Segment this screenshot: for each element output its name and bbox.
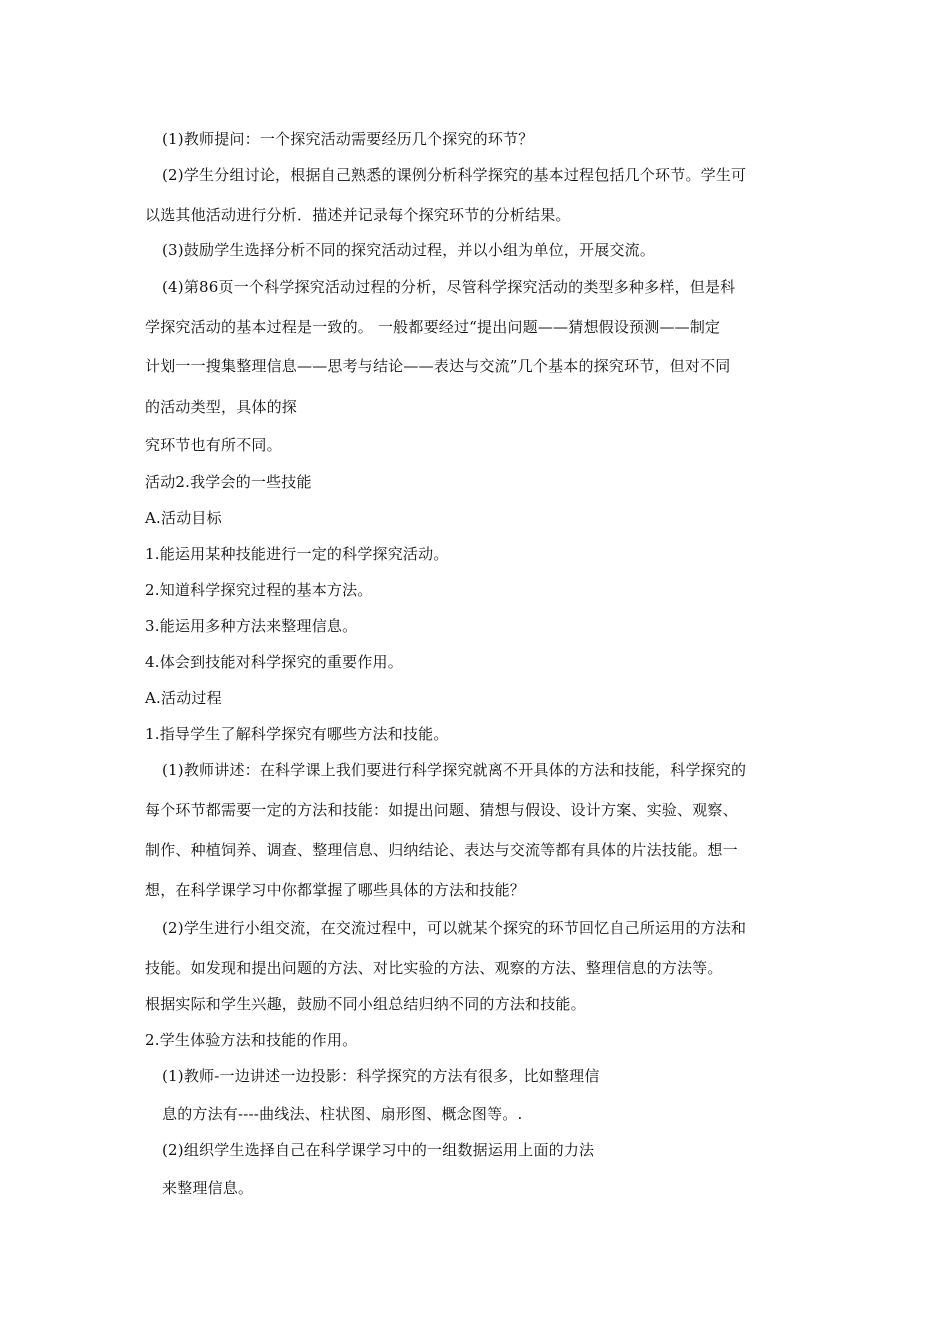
paragraph-line: (1)教师讲述：在科学课上我们要进行科学探究就离不开具体的方法和技能，科学探究的 bbox=[162, 761, 747, 779]
list-item: 1.指导学生了解科学探究有哪些方法和技能。 bbox=[145, 725, 449, 743]
paragraph-line: (2)学生分组讨论，根据自己熟悉的课例分析科学探究的基本过程包括几个环节。学生可 bbox=[162, 166, 747, 184]
section-heading: 活动2.我学会的一些技能 bbox=[145, 473, 312, 491]
list-item: 4.体会到技能对科学探究的重要作用。 bbox=[145, 653, 403, 671]
paragraph-line: (2)组织学生选择自己在科学课学习中的一组数据运用上面的力法 bbox=[162, 1141, 595, 1159]
list-item: 2.学生体验方法和技能的作用。 bbox=[145, 1031, 358, 1049]
paragraph-line: 来整理信息。 bbox=[162, 1179, 254, 1197]
list-item: 2.知道科学探究过程的基本方法。 bbox=[145, 581, 373, 599]
paragraph-line: 以选其他活动进行分析．描述并记录每个探究环节的分析结果。 bbox=[145, 206, 571, 224]
paragraph-line: 制作、种植饲养、调查、整理信息、归纳结论、表达与交流等都有具体的片法技能。想一 bbox=[145, 841, 738, 859]
paragraph-line: (1)教师提问：一个探究活动需要经历几个探究的环节？ bbox=[162, 130, 534, 148]
paragraph-line: 的活动类型，具体的探 bbox=[145, 398, 298, 416]
paragraph-line: (2)学生进行小组交流，在交流过程中，可以就某个探究的环节回忆自己所运用的方法和 bbox=[162, 919, 747, 937]
list-item: 3.能运用多种方法来整理信息。 bbox=[145, 617, 358, 635]
paragraph-line: 学探究活动的基本过程是一致的。 一般都要经过“提出问题——猜想假设预测——制定 bbox=[145, 318, 721, 336]
paragraph-line: 每个环节都需要一定的方法和技能：如提出问题、猜想与假设、设计方案、实验、观察、 bbox=[145, 801, 738, 819]
paragraph-line: (3)鼓励学生选择分析不同的探究活动过程，并以小组为单位，开展交流。 bbox=[162, 241, 656, 259]
paragraph-line: 究环节也有所不同。 bbox=[145, 436, 282, 454]
paragraph-line: (1)教师-一边讲述一边投影：科学探究的方法有很多，比如整理信 bbox=[162, 1067, 600, 1085]
paragraph-line: 技能。如发现和提出问题的方法、对比实验的方法、观察的方法、整理信息的方法等。 bbox=[145, 959, 723, 977]
subsection-heading: A.活动目标 bbox=[145, 509, 222, 527]
paragraph-line: 计划一一搜集整理信息——思考与结论——表达与交流”几个基本的探究环节，但对不同 bbox=[145, 357, 731, 375]
list-item: 1.能运用某种技能进行一定的科学探究活动。 bbox=[145, 545, 449, 563]
paragraph-line: 想，在科学课学习中你都掌握了哪些具体的方法和技能？ bbox=[145, 881, 526, 899]
paragraph-line: 根据实际和学生兴趣，鼓励不同小组总结归纳不同的方法和技能。 bbox=[145, 995, 586, 1013]
paragraph-line: 息的方法有----曲线法、柱状图、扇形图、概念图等。. bbox=[162, 1105, 523, 1123]
paragraph-line: (4)第86页一个科学探究活动过程的分析，尽管科学探究活动的类型多种多样，但是科 bbox=[162, 278, 736, 296]
subsection-heading: A.活动过程 bbox=[145, 689, 222, 707]
